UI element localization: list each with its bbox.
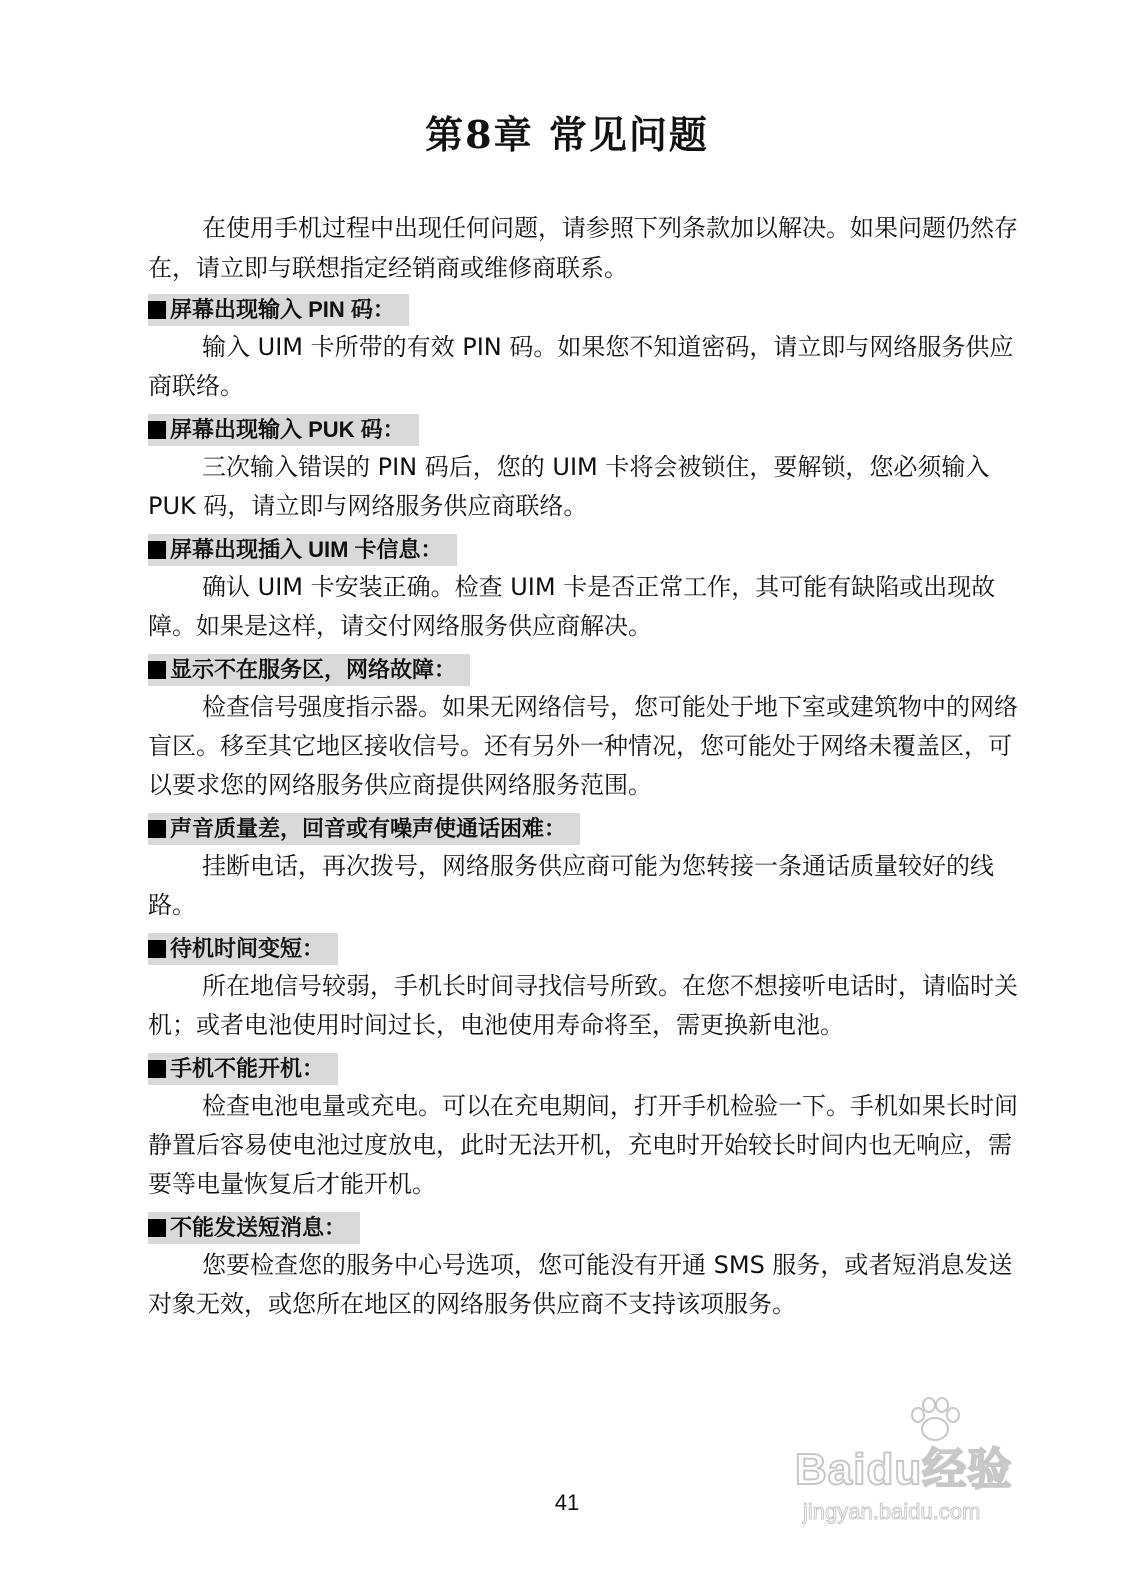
page-title: 第8章 常见问题: [425, 112, 709, 157]
square-bullet-icon: [148, 421, 166, 439]
square-bullet-icon: [148, 541, 166, 559]
section-heading: [148, 813, 580, 845]
section-heading-text: 手机不能开机：: [170, 1056, 325, 1081]
section-heading: [148, 534, 457, 566]
section-heading-text: 声音质量差，回音或有噪声使通话困难：: [170, 816, 567, 841]
square-bullet-icon: [148, 1219, 166, 1237]
section-body: 检查电池电量或充电。可以在充电期间，打开手机检验一下。手机如果长时间静置后容易使电池过度放电，此时无法开机，充电时开始较长时间内也无响应，需要等电量恢复后才能开机。: [148, 1092, 1018, 1198]
square-bullet-icon: [148, 940, 166, 958]
section-heading-text: 待机时间变短：: [170, 936, 325, 961]
faq-section-insert-uim: [148, 534, 1018, 646]
section-heading: [148, 1212, 360, 1244]
faq-section-no-service: [148, 654, 1018, 805]
section-body: 您要检查您的服务中心号选项，您可能没有开通 SMS 服务，或者短消息发送对象无效，或您所在地区的网络服务供应商不支持该项服务。: [148, 1251, 1013, 1318]
baidu-jingyan-watermark: [795, 1395, 1065, 1545]
section-body: 确认 UIM 卡安装正确。检查 UIM 卡是否正常工作，其可能有缺陷或出现故障。如果是这样，请交付网络服务供应商解决。: [148, 573, 996, 640]
square-bullet-icon: [148, 661, 166, 679]
section-heading: [148, 294, 409, 326]
section-heading-text: 屏幕出现输入 PIN 码：: [170, 297, 395, 322]
section-body: 输入 UIM 卡所带的有效 PIN 码。如果您不知道密码，请立即与网络服务供应商联络。: [148, 333, 1014, 400]
section-body: 所在地信号较弱，手机长时间寻找信号所致。在您不想接听电话时，请临时关机；或者电池使用时间过长，电池使用寿命将至，需更换新电池。: [148, 972, 1018, 1039]
square-bullet-icon: [148, 301, 166, 319]
faq-section-voice-quality: [148, 813, 1018, 925]
section-body: 三次输入错误的 PIN 码后，您的 UIM 卡将会被锁住，要解锁，您必须输入 PUK 码，请立即与网络服务供应商联络。: [148, 453, 990, 520]
faq-section-puk: [148, 414, 1018, 526]
faq-section-sms: [148, 1212, 1018, 1324]
section-body: 挂断电话，再次拨号，网络服务供应商可能为您转接一条通话质量较好的线路。: [148, 852, 994, 919]
section-heading: [148, 1053, 338, 1085]
watermark-url: jingyan.baidu.com: [803, 1499, 981, 1524]
section-heading: [148, 933, 338, 965]
faq-section-power-on: [148, 1053, 1018, 1204]
watermark-logo: Baidu经验: [795, 1445, 1013, 1494]
section-heading: [148, 654, 470, 686]
section-body: 检查信号强度指示器。如果无网络信号，您可能处于地下室或建筑物中的网络盲区。移至其它地区接收信号。还有另外一种情况，您可能处于网络未覆盖区，可以要求您的网络服务供应商提供网络服务范围。: [148, 693, 1018, 799]
faq-section-standby: [148, 933, 1018, 1045]
section-heading-text: 屏幕出现插入 UIM 卡信息：: [170, 537, 443, 562]
faq-section-pin: [148, 294, 1018, 406]
section-heading-text: 屏幕出现输入 PUK 码：: [170, 417, 405, 442]
square-bullet-icon: [148, 1060, 166, 1078]
section-heading: [148, 414, 419, 446]
square-bullet-icon: [148, 820, 166, 838]
page-number: 41: [554, 1490, 580, 1515]
intro-paragraph: 在使用手机过程中出现任何问题，请参照下列条款加以解决。如果问题仍然存在，请立即与联想指定经销商或维修商联系。: [148, 214, 1018, 282]
faq-content: [148, 208, 1018, 1332]
section-heading-text: 不能发送短消息：: [170, 1215, 347, 1240]
section-heading-text: 显示不在服务区，网络故障：: [170, 657, 457, 682]
